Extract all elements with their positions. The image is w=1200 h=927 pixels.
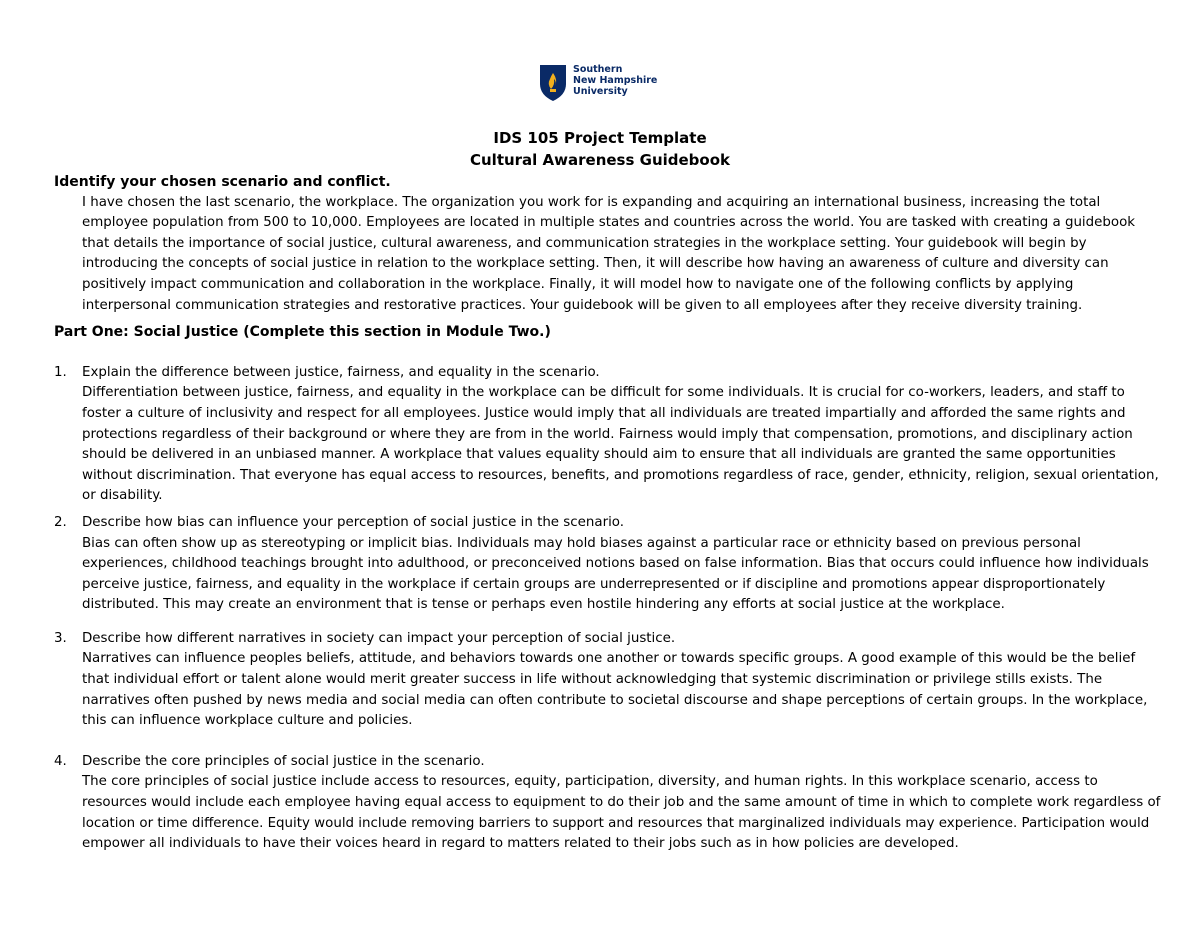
- question-item: [54, 752, 1164, 855]
- question-number: 3.: [54, 630, 67, 646]
- question-item: [54, 363, 1164, 507]
- question-number: 1.: [54, 364, 67, 380]
- question-item: [54, 629, 1164, 732]
- logo-wordmark: [573, 64, 657, 97]
- logo-line-3: University: [573, 86, 628, 97]
- question-prompt: Describe how different narratives in society can impact your perception of social justice.: [82, 630, 676, 646]
- university-logo: [539, 64, 657, 102]
- document-title: [0, 127, 1200, 171]
- scenario-heading: Identify your chosen scenario and conflict.: [54, 174, 391, 190]
- document-body: [54, 172, 1164, 855]
- question-answer: Narratives can influence peoples beliefs, attitude, and behaviors towards one another or towards specific groups. A good example of this would be the belief that individual effort or talent alone would merit greater success in life without acknowledging that systemic discrimination or privilege stills exists. The narratives often pushed by news media and social media can often contribute to societal discourse and shape perceptions of certain groups. In the workplace, this can influence workplace culture and policies.: [82, 651, 1148, 729]
- logo-line-1: Southern: [573, 64, 623, 75]
- title-line-2: Cultural Awareness Guidebook: [469, 151, 731, 169]
- question-prompt: Describe how bias can influence your perception of social justice in the scenario.: [82, 514, 625, 530]
- question-list: [54, 363, 1164, 855]
- question-item: [54, 513, 1164, 616]
- question-number: 2.: [54, 514, 67, 530]
- question-prompt: Describe the core principles of social justice in the scenario.: [82, 753, 485, 769]
- question-prompt: Explain the difference between justice, fairness, and equality in the scenario.: [82, 364, 600, 380]
- shield-flame-icon: [539, 64, 567, 102]
- question-answer: Bias can often show up as stereotyping or implicit bias. Individuals may hold biases against a particular race or ethnicity based on previous personal experiences, childhood teachings brought into adulthood, or preconceived notions based on false information. Bias that occurs could influence how individuals perceive justice, fairness, and equality in the workplace if certain groups are underrepresented or if discipline and promotions appear disproportionately distributed. This may create an environment that is tense or perhaps even hostile hindering any efforts at social justice at the workplace.: [82, 535, 1149, 613]
- question-answer: The core principles of social justice include access to resources, equity, participation, diversity, and human rights. In this workplace scenario, access to resources would include each employee having equal access to equipment to do their job and the same amount of time in which to complete work regardless of location or time difference. Equity would include removing barriers to support and resources that marginalized individuals may experience. Participation would empower all individuals to have their voices heard in regard to matters related to their jobs such as in how policies are developed.: [82, 774, 1161, 852]
- scenario-text: I have chosen the last scenario, the workplace. The organization you work for is expanding and acquiring an international business, increasing the total employee population from 500 to 10,000. Employees are located in multiple states and countries across the world. You are tasked with creating a guidebook that details the importance of social justice, cultural awareness, and communication strategies in the workplace setting. Your guidebook will begin by introducing the concepts of social justice in relation to the workplace setting. Then, it will describe how having an awareness of culture and diversity can positively impact communication and collaboration in the workplace. Finally, it will model how to navigate one of the following conflicts by applying interpersonal communication strategies and restorative practices. Your guidebook will be given to all employees after they receive diversity training.: [82, 194, 1136, 313]
- logo-line-2: New Hampshire: [573, 75, 658, 86]
- question-answer: Differentiation between justice, fairness, and equality in the workplace can be difficult for some individuals. It is crucial for co-workers, leaders, and staff to foster a culture of inclusivity and respect for all employees. Justice would imply that all individuals are treated impartially and afforded the same rights and protections regardless of their background or where they are from in the world. Fairness would imply that compensation, promotions, and disciplinary action should be delivered in an unbiased manner. A workplace that values equality should aim to ensure that all individuals are granted the same opportunities without discrimination. That everyone has equal access to resources, benefits, and promotions regardless of race, gender, ethnicity, religion, sexual orientation, or disability.: [82, 385, 1159, 504]
- question-number: 4.: [54, 753, 67, 769]
- part-one-heading: Part One: Social Justice (Complete this section in Module Two.): [54, 324, 551, 341]
- title-line-1: IDS 105 Project Template: [493, 129, 707, 147]
